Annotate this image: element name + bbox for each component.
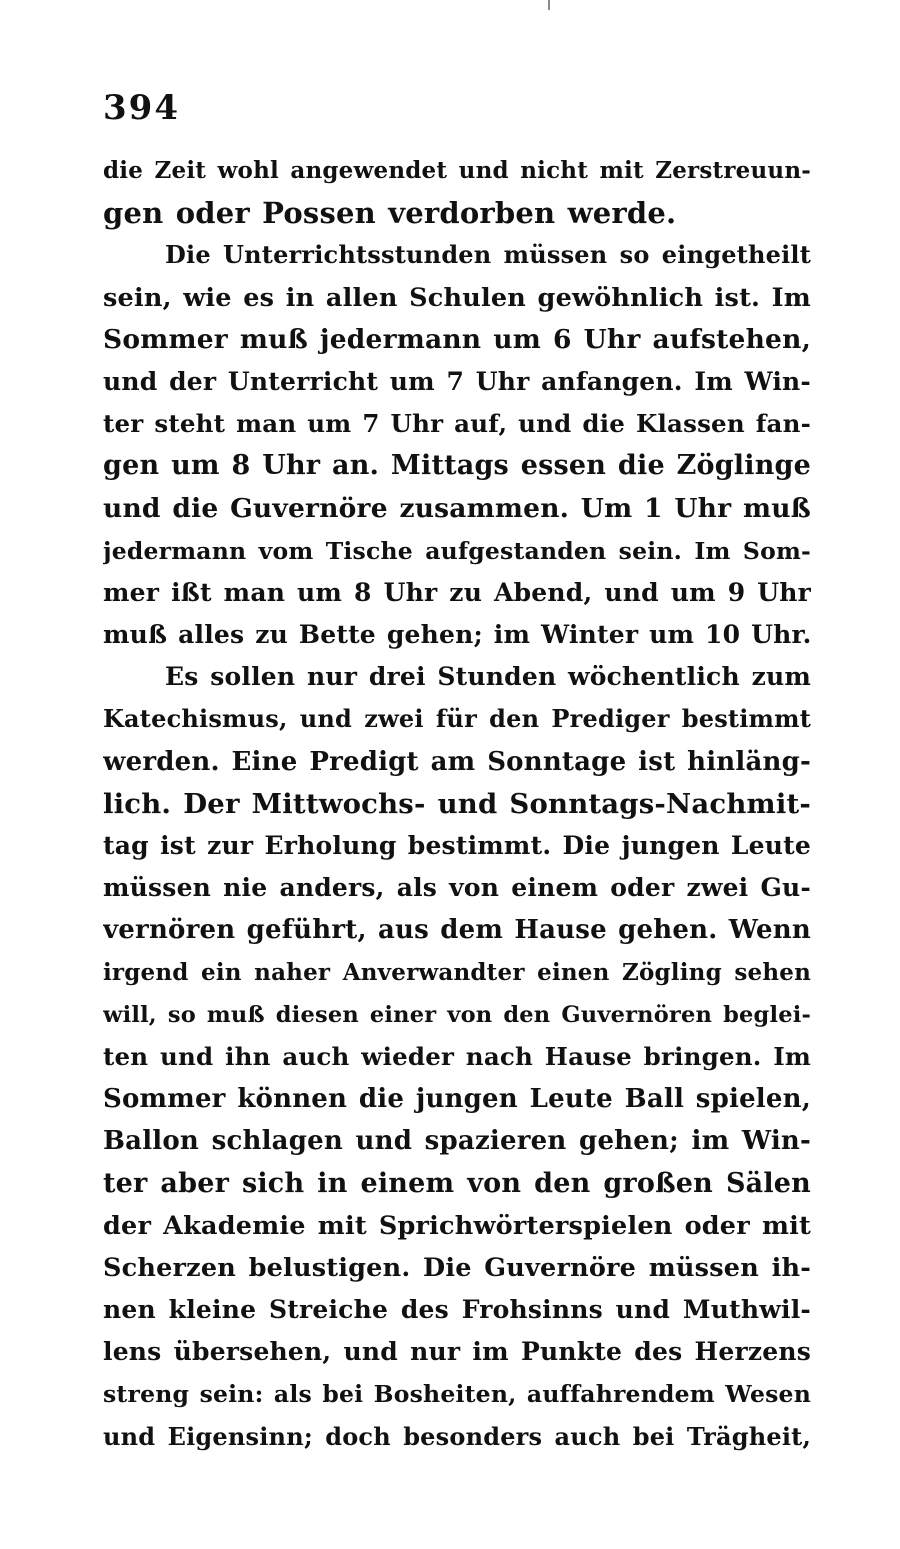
- text-line: und die Guvernöre zusammen. Um 1 Uhr muß: [103, 492, 811, 524]
- text-line: streng sein: als bei Bosheiten, auffahrendem Wesen: [103, 1380, 811, 1409]
- text-line: Ballon schlagen und spazieren gehen; im Win-: [103, 1126, 811, 1157]
- text-line: mer ißt man um 8 Uhr zu Abend, und um 9 Uhr: [103, 577, 811, 607]
- text-line: Die Unterrichtsstunden müssen so eingetheilt: [165, 240, 811, 270]
- text-line: Katechismus, und zwei für den Prediger bestimmt: [103, 704, 811, 734]
- text-line: muß alles zu Bette gehen; im Winter um 10 Uhr.: [103, 620, 811, 650]
- text-line: jedermann vom Tische aufgestanden sein. Im Som-: [103, 536, 811, 565]
- text-line: und Eigensinn; doch besonders auch bei Trägheit,: [103, 1421, 811, 1451]
- text-line: tag ist zur Erholung bestimmt. Die jungen Leute: [103, 831, 811, 860]
- body-text: [103, 150, 811, 1458]
- text-line: nen kleine Streiche des Frohsinns und Muthwil-: [103, 1295, 811, 1325]
- text-line: Sommer muß jedermann um 6 Uhr aufstehen,: [103, 323, 811, 355]
- text-line: der Akademie mit Sprichwörterspielen oder mit: [103, 1210, 811, 1241]
- text-line: gen um 8 Uhr an. Mittags essen die Zöglinge: [103, 450, 811, 482]
- text-line: gen oder Possen verdorben werde.: [103, 196, 677, 231]
- text-line: Sommer können die jungen Leute Ball spielen,: [103, 1084, 811, 1115]
- text-line: werden. Eine Predigt am Sonntage ist hinläng-: [103, 746, 811, 777]
- text-line: lens übersehen, und nur im Punkte des Herzens: [103, 1337, 811, 1367]
- text-line: ter aber sich in einem von den großen Sälen: [103, 1167, 811, 1199]
- text-line: irgend ein naher Anverwandter einen Zögling sehen: [103, 958, 811, 986]
- text-line: will, so muß diesen einer von den Guvernören beglei-: [103, 1001, 811, 1028]
- text-line: sein, wie es in allen Schulen gewöhnlich ist. Im: [103, 282, 811, 313]
- text-line: Scherzen belustigen. Die Guvernöre müssen ih-: [103, 1252, 811, 1283]
- page-number: 394: [103, 88, 180, 128]
- text-line: vernören geführt, aus dem Hause gehen. Wenn: [103, 915, 811, 946]
- text-line: die Zeit wohl angewendet und nicht mit Zerstreuun-: [103, 157, 811, 184]
- text-line: ten und ihn auch wieder nach Hause bringen. Im: [103, 1041, 811, 1071]
- text-line: lich. Der Mittwochs- und Sonntags-Nachmit-: [103, 787, 811, 820]
- text-line: Es sollen nur drei Stunden wöchentlich zum: [165, 662, 811, 692]
- scan-mark: [548, 0, 550, 10]
- text-line: müssen nie anders, als von einem oder zwei Gu-: [103, 873, 811, 903]
- text-line: ter steht man um 7 Uhr auf, und die Klassen fan-: [103, 409, 811, 439]
- text-line: und der Unterricht um 7 Uhr anfangen. Im Win-: [103, 366, 811, 396]
